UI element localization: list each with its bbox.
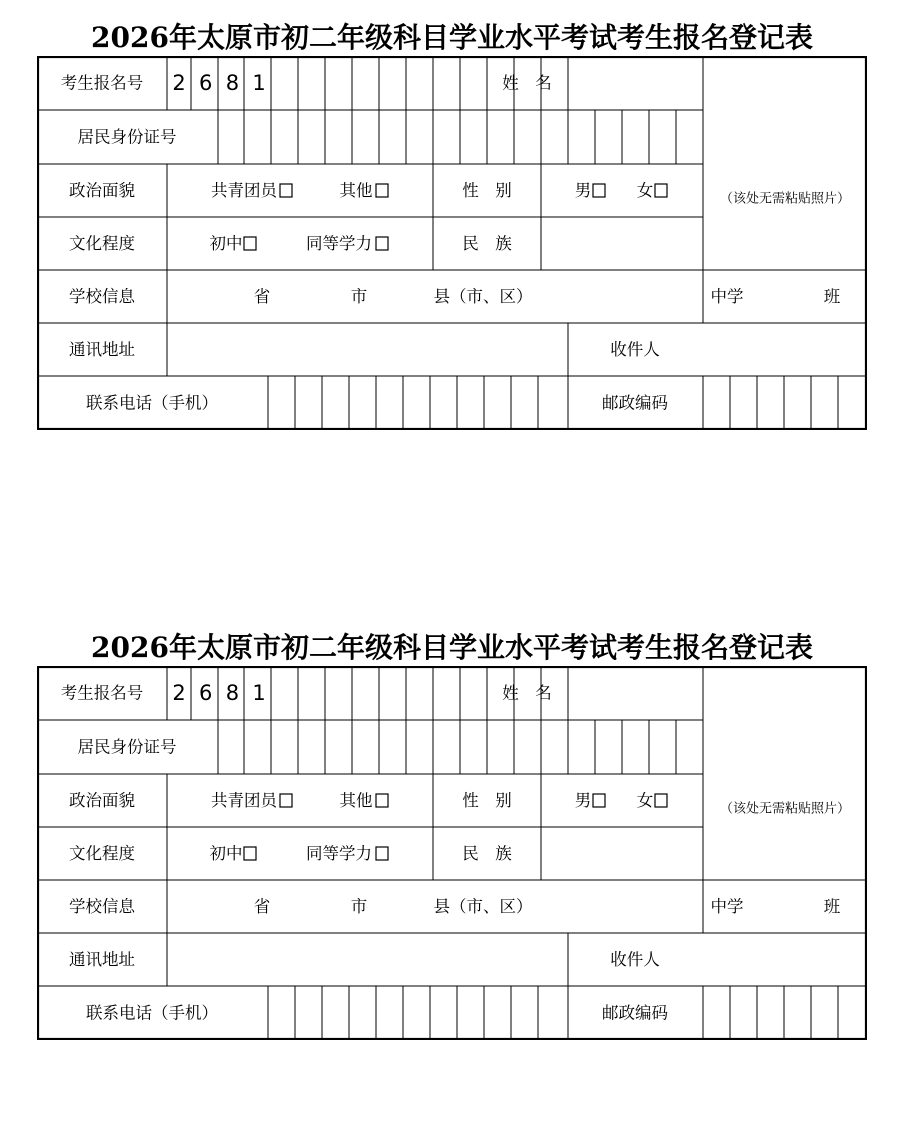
gender-label: 性 别 <box>462 791 512 810</box>
education-option-junior[interactable]: 初中 <box>209 234 243 253</box>
gender-option-male[interactable]: 男 <box>574 181 592 200</box>
other-political-checkbox[interactable] <box>376 794 388 807</box>
phone-label: 联系电话（手机） <box>86 1003 218 1023</box>
id-no-label: 居民身份证号 <box>77 127 177 147</box>
political-option-league[interactable]: 共青团员 <box>211 181 277 200</box>
name-label: 姓 名 <box>502 73 552 93</box>
class-unit: 班 <box>823 287 841 306</box>
equivalent-checkbox[interactable] <box>376 237 388 250</box>
education-label: 文化程度 <box>69 844 135 863</box>
exam-no-digit: 2 <box>172 71 186 95</box>
education-option-equivalent[interactable]: 同等学力 <box>306 844 372 863</box>
table-border <box>38 57 866 429</box>
exam-no-digit: 1 <box>252 681 266 705</box>
ethnicity-label: 民 族 <box>462 844 512 863</box>
gender-label: 性 别 <box>462 181 512 200</box>
political-label: 政治面貌 <box>69 181 135 200</box>
education-option-junior[interactable]: 初中 <box>209 844 243 863</box>
id-no-label: 居民身份证号 <box>77 737 177 757</box>
registration-table <box>37 666 867 1040</box>
address-label: 通讯地址 <box>69 950 135 969</box>
province-unit: 省 <box>253 897 271 916</box>
recipient-label: 收件人 <box>610 950 660 969</box>
form-title: 2026年太原市初二年级科目学业水平考试考生报名登记表 <box>91 631 813 664</box>
postcode-label: 邮政编码 <box>602 1003 668 1023</box>
female-checkbox[interactable] <box>655 794 667 807</box>
photo-note: （该处无需粘贴照片） <box>719 801 851 817</box>
ethnicity-label: 民 族 <box>462 234 512 253</box>
address-label: 通讯地址 <box>69 340 135 359</box>
city-unit: 市 <box>350 897 368 916</box>
province-unit: 省 <box>253 287 271 306</box>
exam-no-digit: 8 <box>225 71 240 95</box>
school-label: 学校信息 <box>69 897 135 916</box>
exam-no-digit: 6 <box>199 71 213 95</box>
name-label: 姓 名 <box>502 683 552 703</box>
photo-note: （该处无需粘贴照片） <box>719 191 851 207</box>
education-option-equivalent[interactable]: 同等学力 <box>306 234 372 253</box>
table-border <box>38 667 866 1039</box>
city-unit: 市 <box>350 287 368 306</box>
gender-option-female[interactable]: 女 <box>636 791 654 810</box>
gender-option-male[interactable]: 男 <box>574 791 592 810</box>
female-checkbox[interactable] <box>655 184 667 197</box>
political-option-other[interactable]: 其他 <box>339 181 373 200</box>
exam-no-digit: 1 <box>252 71 266 95</box>
education-label: 文化程度 <box>69 234 135 253</box>
exam-no-label: 考生报名号 <box>60 73 144 93</box>
form-title: 2026年太原市初二年级科目学业水平考试考生报名登记表 <box>91 21 813 54</box>
political-option-other[interactable]: 其他 <box>339 791 373 810</box>
school-label: 学校信息 <box>69 287 135 306</box>
county-unit: 县（市、区） <box>433 287 533 306</box>
other-political-checkbox[interactable] <box>376 184 388 197</box>
recipient-label: 收件人 <box>610 340 660 359</box>
male-checkbox[interactable] <box>593 794 605 807</box>
exam-no-digit: 2 <box>172 681 186 705</box>
league-member-checkbox[interactable] <box>280 184 292 197</box>
political-label: 政治面貌 <box>69 791 135 810</box>
male-checkbox[interactable] <box>593 184 605 197</box>
middle-school-unit: 中学 <box>710 897 744 916</box>
class-unit: 班 <box>823 897 841 916</box>
registration-form <box>37 628 867 1040</box>
league-member-checkbox[interactable] <box>280 794 292 807</box>
exam-no-digit: 6 <box>199 681 213 705</box>
county-unit: 县（市、区） <box>433 897 533 916</box>
gender-option-female[interactable]: 女 <box>636 181 654 200</box>
exam-no-digit: 8 <box>225 681 240 705</box>
middle-school-unit: 中学 <box>710 287 744 306</box>
postcode-label: 邮政编码 <box>602 393 668 413</box>
registration-form <box>37 18 867 430</box>
junior-checkbox[interactable] <box>244 237 256 250</box>
junior-checkbox[interactable] <box>244 847 256 860</box>
registration-table <box>37 56 867 430</box>
political-option-league[interactable]: 共青团员 <box>211 791 277 810</box>
exam-no-label: 考生报名号 <box>60 683 144 703</box>
phone-label: 联系电话（手机） <box>86 393 218 413</box>
equivalent-checkbox[interactable] <box>376 847 388 860</box>
